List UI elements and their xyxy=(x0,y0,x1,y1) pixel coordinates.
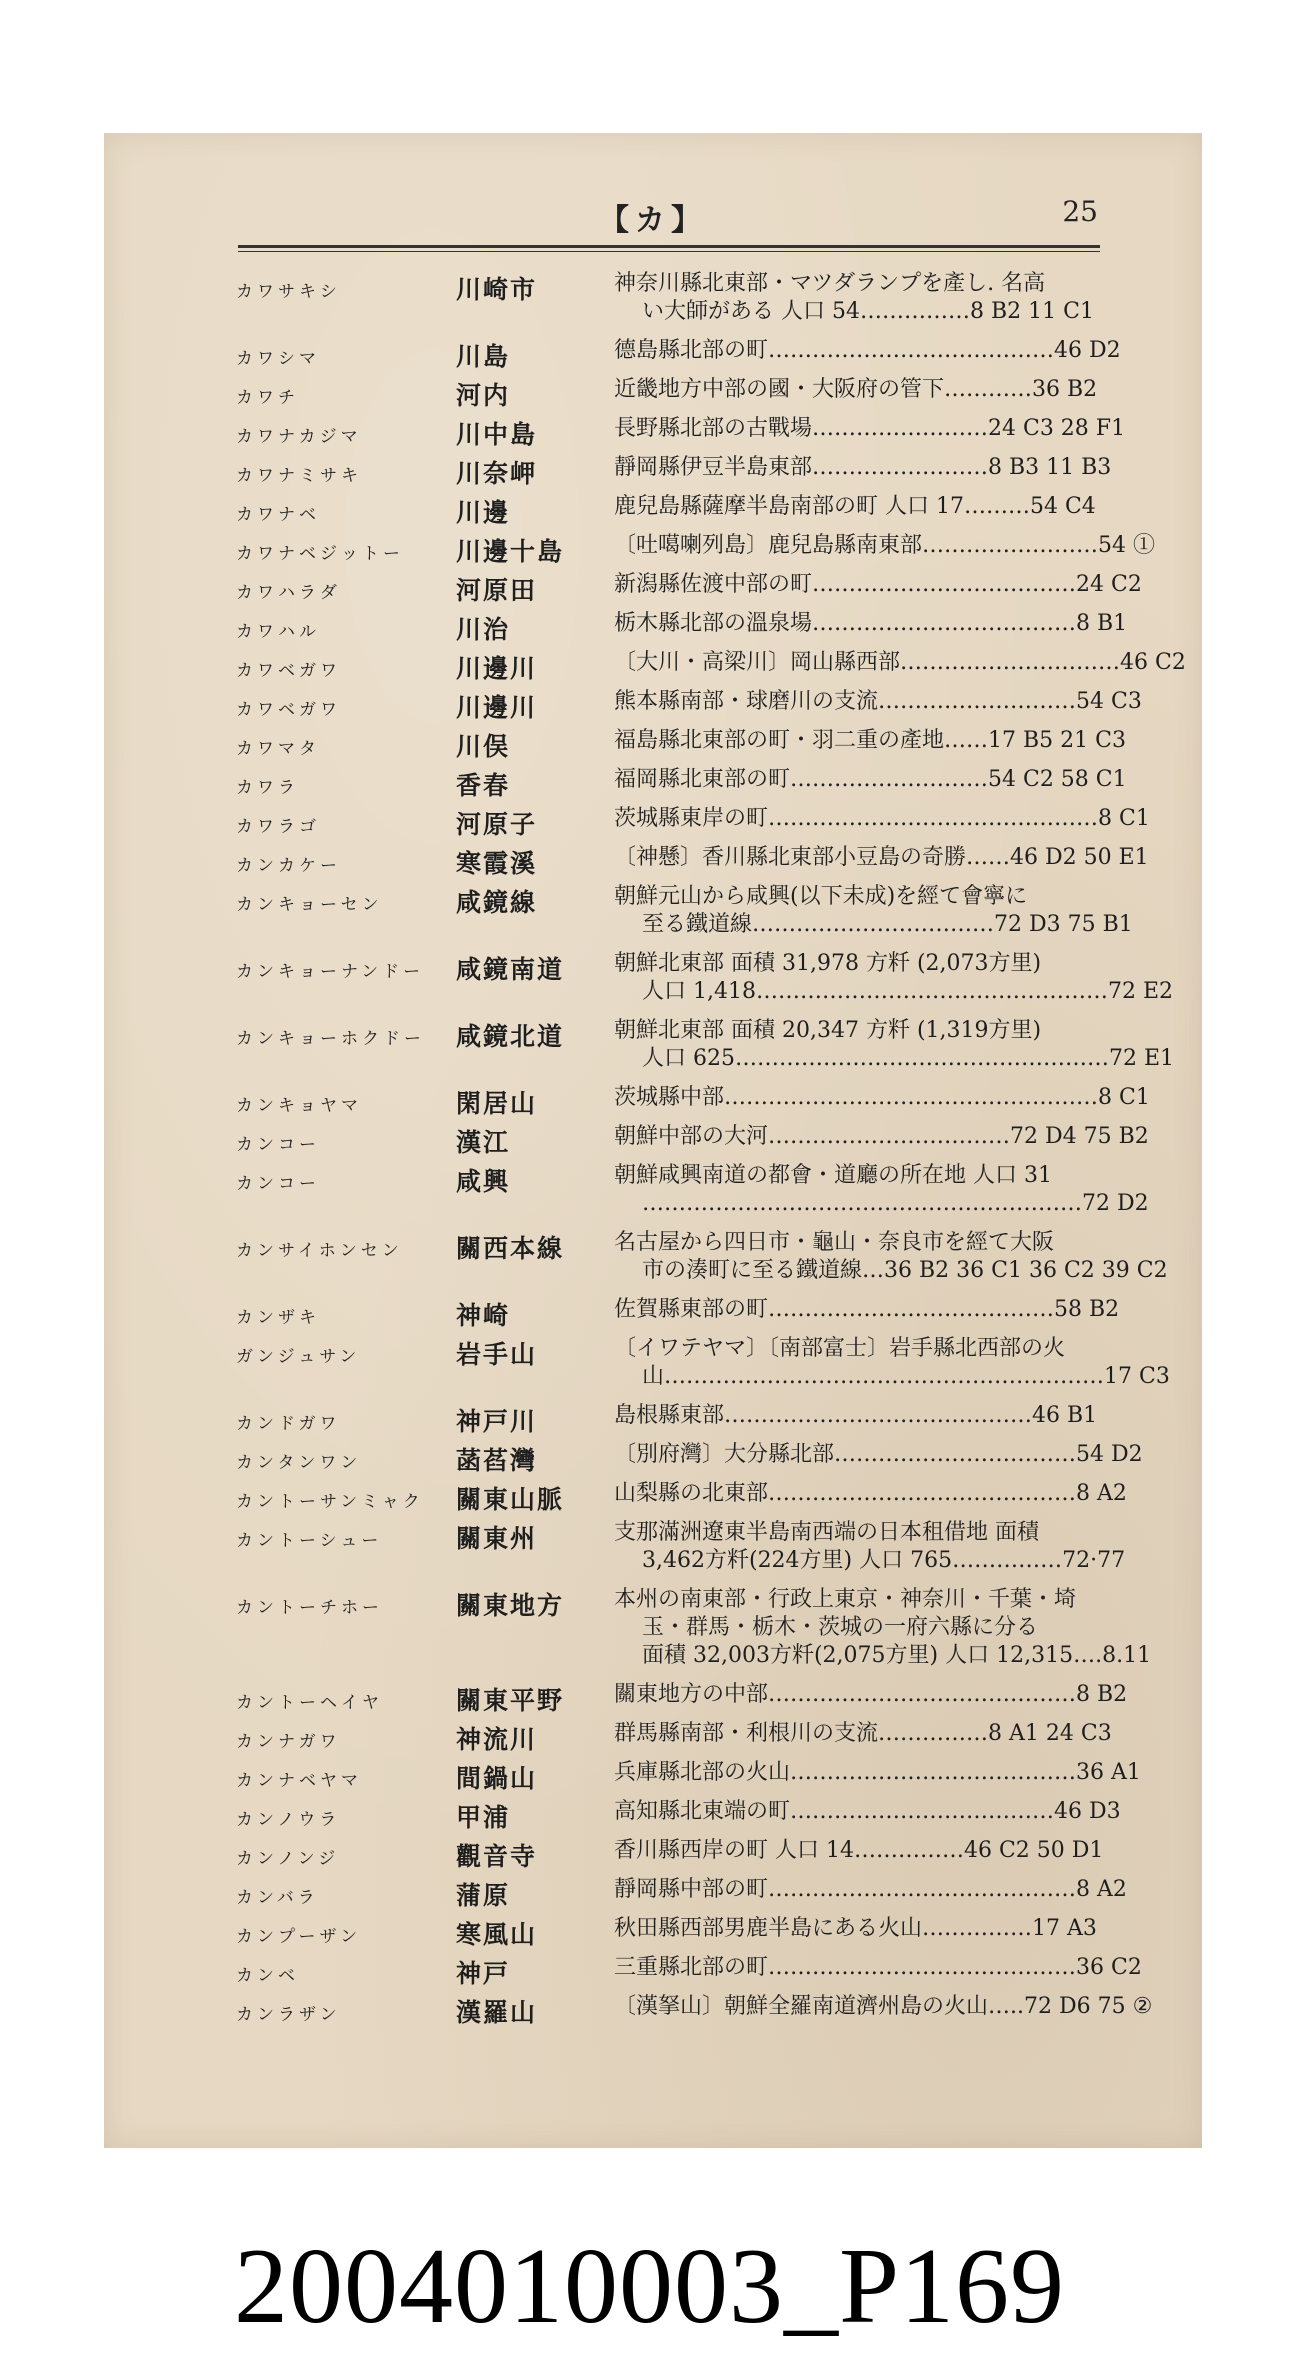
entry-kanji: 神崎 xyxy=(456,1301,511,1330)
entry-kanji: 漢羅山 xyxy=(456,1998,538,2027)
description-line: 朝鮮咸興南道の都會・道廳の所在地 人口 31 xyxy=(614,1163,1052,1188)
description-line: 福島縣北東部の町・羽二重の產地……17 B5 21 C3 xyxy=(614,728,1126,753)
entry-kanji: 川邊 xyxy=(456,498,511,527)
description-line: 熊本縣南部・球磨川の支流………………………54 C3 xyxy=(614,689,1142,714)
entry-kanji: 咸鏡線 xyxy=(456,888,538,917)
entry-kana: カワハラダ xyxy=(236,583,341,603)
entry-kanji: 咸興 xyxy=(456,1167,511,1196)
entry-kana: カワナカジマ xyxy=(236,427,362,447)
entry-kanji: 神流川 xyxy=(456,1725,538,1754)
entry-kanji: 川奈岬 xyxy=(456,459,538,488)
entry-kana: カンサイホンセン xyxy=(236,1241,403,1261)
entry-kana: カントーサンミャク xyxy=(236,1492,424,1512)
entry-kana: カワサキシ xyxy=(236,282,341,302)
entry-kana: カワナミサキ xyxy=(236,466,362,486)
description-line: 茨城縣中部……………………………………………8 C1 xyxy=(614,1085,1150,1110)
description-line: 3,462方粁(224方里) 人口 765……………72·77 xyxy=(642,1548,1126,1573)
entry-kana: カワナベ xyxy=(236,505,320,525)
entry-kanji: 觀音寺 xyxy=(456,1842,538,1871)
entry-kanji: 寒霞溪 xyxy=(456,849,538,878)
description-line: 〔別府灣〕大分縣北部……………………………54 D2 xyxy=(614,1442,1143,1467)
entry-kanji: 川俣 xyxy=(456,732,511,761)
entry-kana: カンコー xyxy=(236,1135,320,1155)
entry-kana: カントーヘイヤ xyxy=(236,1693,383,1713)
entry-kana: カンドガワ xyxy=(236,1414,341,1434)
entry-kana: カンキョーセン xyxy=(236,895,383,915)
entry-kanji: 川治 xyxy=(456,615,511,644)
archive-id: 2004010003_P169 xyxy=(233,2227,1066,2346)
entry-kana: カンカケー xyxy=(236,856,341,876)
entry-kanji: 蒲原 xyxy=(456,1881,511,1910)
entry-kana: カワベガワ xyxy=(236,661,341,681)
description-line: 神奈川縣北東部・マツダランプを產し. 名高 xyxy=(614,271,1046,296)
entry-kana: カンバラ xyxy=(236,1888,319,1908)
description-line: 本州の南東部・行政上東京・神奈川・千葉・埼 xyxy=(614,1587,1077,1612)
entry-kanji: 咸鏡南道 xyxy=(456,955,565,984)
entry-kanji: 香春 xyxy=(456,771,511,800)
description-line: 高知縣北東端の町………………………………46 D3 xyxy=(614,1799,1121,1824)
entry-kana: カンコー xyxy=(236,1174,320,1194)
entry-kanji: 關東地方 xyxy=(456,1591,565,1620)
description-line: 秋田縣西部男鹿半島にある火山……………17 A3 xyxy=(614,1916,1097,1941)
entry-kanji: 川崎市 xyxy=(456,275,538,304)
entry-kanji: 閑居山 xyxy=(456,1089,538,1118)
entry-kana: カンプーザン xyxy=(236,1927,362,1947)
description-line: 〔大川・高梁川〕岡山縣西部…………………………46 C2 xyxy=(614,650,1186,675)
description-line: 名古屋から四日市・龜山・奈良市を經て大阪 xyxy=(614,1230,1055,1255)
description-line: 關東地方の中部……………………………………8 B2 xyxy=(614,1682,1128,1707)
description-line: 朝鮮北東部 面積 31,978 方粁 (2,073方里) xyxy=(614,951,1042,976)
book-page xyxy=(104,133,1202,2148)
entry-kana: カンナガワ xyxy=(236,1732,341,1752)
entry-kana: カントーシュー xyxy=(236,1531,383,1551)
entry-kanji: 關東州 xyxy=(456,1524,538,1553)
entry-kanji: 川島 xyxy=(456,342,511,371)
entry-kanji: 寒風山 xyxy=(456,1920,538,1949)
entry-kana: カンベ xyxy=(236,1966,299,1986)
entry-kana: カンナベヤマ xyxy=(236,1771,362,1791)
entry-kana: カワシマ xyxy=(236,349,320,369)
entry-kanji: 菡萏灣 xyxy=(456,1446,538,1475)
entry-kanji: 關東平野 xyxy=(456,1686,565,1715)
entry-kana: カンキョーナンドー xyxy=(236,962,425,982)
entry-kanji: 漢江 xyxy=(456,1128,511,1157)
entry-kana: カンキョヤマ xyxy=(236,1096,362,1116)
entry-kana: カワナベジットー xyxy=(236,544,404,564)
entry-kana: カワハル xyxy=(236,622,320,642)
entry-kanji: 關西本線 xyxy=(456,1234,565,1263)
description-line: 朝鮮北東部 面積 20,347 方粁 (1,319方里) xyxy=(614,1018,1042,1043)
description-line: い大師がある 人口 54……………8 B2 11 C1 xyxy=(642,299,1094,324)
description-line: 靜岡縣中部の町……………………………………8 A2 xyxy=(614,1877,1127,1902)
description-line: 朝鮮元山から咸興(以下未成)を經て會寧に xyxy=(614,884,1028,909)
entry-kanji: 川邊川 xyxy=(456,654,538,683)
entry-kanji: 間鍋山 xyxy=(456,1764,538,1793)
description-line: 栃木縣北部の溫泉場………………………………8 B1 xyxy=(614,611,1128,636)
entry-kanji: 河原田 xyxy=(456,576,538,605)
entry-kana: カンキョーホクドー xyxy=(236,1029,425,1049)
description-line: 〔イワテヤマ〕〔南部富士〕岩手縣北西部の火 xyxy=(614,1336,1066,1361)
entry-kanji: 岩手山 xyxy=(456,1340,538,1369)
description-line: 兵庫縣北部の火山…………………………………36 A1 xyxy=(614,1760,1141,1785)
description-line: 佐賀縣東部の町…………………………………58 B2 xyxy=(614,1297,1120,1322)
description-line: 至る鐵道線……………………………72 D3 75 B1 xyxy=(642,912,1133,937)
description-line: 面積 32,003方粁(2,075方里) 人口 12,315….8.11 xyxy=(642,1643,1152,1668)
description-line: 靜岡縣伊豆半島東部……………………8 B3 11 B3 xyxy=(614,455,1112,480)
entry-kanji: 關東山脈 xyxy=(456,1485,565,1514)
description-line: 三重縣北部の町……………………………………36 C2 xyxy=(614,1955,1142,1980)
description-line: 山梨縣の北東部……………………………………8 A2 xyxy=(614,1481,1127,1506)
entry-kana: カワラゴ xyxy=(236,817,320,837)
description-line: 人口 625……………………………………………72 E1 xyxy=(642,1046,1175,1071)
header-rule xyxy=(238,245,1100,252)
entry-kanji: 河内 xyxy=(456,381,511,410)
entry-kanji: 咸鏡北道 xyxy=(456,1022,565,1051)
description-line: ……………………………………………………72 D2 xyxy=(642,1191,1149,1216)
entry-kana: カンザキ xyxy=(236,1308,320,1328)
description-line: 近畿地方中部の國・大阪府の管下…………36 B2 xyxy=(614,377,1098,402)
entry-kana: カワラ xyxy=(236,778,299,798)
description-line: 長野縣北部の古戰場……………………24 C3 28 F1 xyxy=(614,416,1126,441)
entry-kanji: 神戸川 xyxy=(456,1407,538,1436)
entry-kanji: 甲浦 xyxy=(456,1803,511,1832)
entry-kana: カンラザン xyxy=(236,2005,341,2025)
entry-kanji: 川中島 xyxy=(456,420,538,449)
description-line: 香川縣西岸の町 人口 14……………46 C2 50 D1 xyxy=(614,1838,1104,1863)
description-line: 福岡縣北東部の町………………………54 C2 58 C1 xyxy=(614,767,1127,792)
entry-kanji: 河原子 xyxy=(456,810,538,839)
description-line: 朝鮮中部の大河……………………………72 D4 75 B2 xyxy=(614,1124,1149,1149)
entry-kanji: 神戸 xyxy=(456,1959,511,1988)
entry-kana: ガンジュサン xyxy=(236,1347,361,1367)
description-line: 茨城縣東岸の町………………………………………8 C1 xyxy=(614,806,1150,831)
page-header xyxy=(104,195,1202,238)
description-line: 新潟縣佐渡中部の町………………………………24 C2 xyxy=(614,572,1142,597)
description-line: 鹿兒島縣薩摩半島南部の町 人口 17………54 C4 xyxy=(614,494,1096,519)
section-title: 【カ】 xyxy=(599,203,707,238)
entry-kana: カワチ xyxy=(236,388,299,408)
entry-kana: カンノンジ xyxy=(236,1849,340,1869)
entry-kana: カントーチホー xyxy=(236,1598,383,1618)
description-line: 市の湊町に至る鐵道線…36 B2 36 C1 36 C2 39 C2 xyxy=(642,1258,1168,1283)
entry-kana: カワベガワ xyxy=(236,700,341,720)
description-line: 人口 1,418…………………………………………72 E2 xyxy=(642,979,1174,1004)
entry-kanji: 川邊川 xyxy=(456,693,538,722)
entry-kana: カワマタ xyxy=(236,739,320,759)
entry-kana: カンノウラ xyxy=(236,1810,341,1830)
page-number: 25 xyxy=(1062,195,1098,228)
description-line: 德島縣北部の町…………………………………46 D2 xyxy=(614,338,1121,363)
description-line: 島根縣東部……………………………………46 B1 xyxy=(614,1403,1098,1428)
description-line: 山……………………………………………………17 C3 xyxy=(642,1364,1170,1389)
description-line: 玉・群馬・栃木・茨城の一府六縣に分る xyxy=(642,1615,1039,1640)
entry-kanji: 川邊十島 xyxy=(456,537,565,566)
description-line: 〔漢拏山〕朝鮮全羅南道濟州島の火山…..72 D6 75 ② xyxy=(614,1994,1153,2019)
description-line: 〔神懸〕香川縣北東部小豆島の奇勝……46 D2 50 E1 xyxy=(614,845,1149,870)
description-line: 群馬縣南部・利根川の支流……………8 A1 24 C3 xyxy=(614,1721,1112,1746)
description-line: 〔吐噶喇列島〕鹿兒島縣南東部……………………54 ① xyxy=(614,533,1155,558)
entry-kana: カンタンワン xyxy=(236,1453,362,1473)
description-line: 支那滿洲遼東半島南西端の日本租借地 面積 xyxy=(614,1520,1039,1545)
